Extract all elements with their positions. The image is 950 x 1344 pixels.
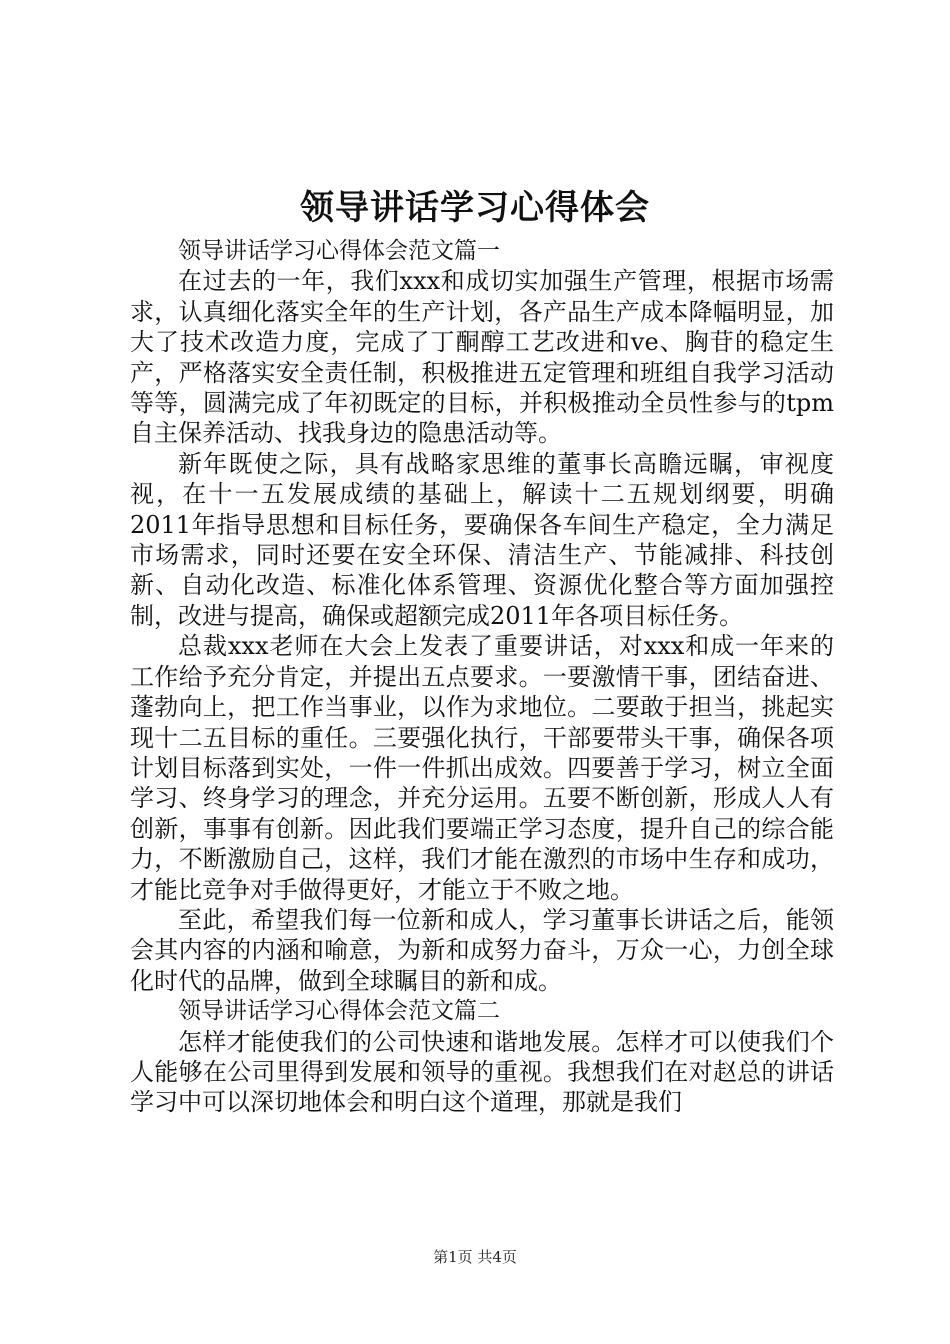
body-paragraph: 新年既使之际，具有战略家思维的董事长高瞻远瞩，审视度视，在十一五发展成绩的基础上，解读十二五规划纲要，明确2011年指导思想和目标任务，要确保各车间生产稳定，全力满足市场需求，同时还要在安全环保、清洁生产、节能减排、科技创新、自动化改造、标准化体系管理、资源优化整合等方面加强控制，改进与提高，确保或超额完成2011年各项目标任务。: [130, 449, 834, 630]
section-heading: 领导讲话学习心得体会范文篇二: [178, 998, 500, 1025]
body-paragraph: 总裁xxx老师在大会上发表了重要讲话，对xxx和成一年来的工作给予充分肯定，并提出五点要求。一要激情干事，团结奋进、蓬勃向上，把工作当事业，以作为求地位。二要敢于担当，挑起实现十二五目标的重任。三要强化执行，干部要带头干事，确保各项计划目标落到实处，一件一件抓出成效。四要善于学习，树立全面学习、终身学习的理念，并充分运用。五要不断创新，形成人人有创新，事事有创新。因此我们要端正学习态度，提升自己的综合能力，不断激励自己，这样，我们才能在激烈的市场中生存和成功，才能比竞争对手做得更好，才能立于不败之地。: [130, 632, 834, 904]
body-paragraph: 至此，希望我们每一位新和成人，学习董事长讲话之后，能领会其内容的内涵和喻意，为新和成努力奋斗，万众一心，力创全球化时代的品牌，做到全球瞩目的新和成。: [130, 905, 834, 995]
document-title: 领导讲话学习心得体会: [300, 188, 650, 228]
document-body: [130, 236, 834, 1118]
body-paragraph: 怎样才能使我们的公司快速和谐地发展。怎样才可以使我们个人能够在公司里得到发展和领导的重视。我想我们在对赵总的讲话学习中可以深切地体会和明白这个道理，那就是我们: [130, 1027, 834, 1117]
section-heading: 领导讲话学习心得体会范文篇一: [178, 238, 500, 264]
body-paragraph: 在过去的一年，我们xxx和成切实加强生产管理，根据市场需求，认真细化落实全年的生产计划，各产品生产成本降幅明显，加大了技术改造力度，完成了丁酮醇工艺改进和ve、胸苷的稳定生产，严格落实安全责任制，积极推进五定管理和班组自我学习活动等等，圆满完成了年初既定的目标，并积极推动全员性参与的tpm自主保养活动、找我身边的隐患活动等。: [130, 267, 834, 448]
page-number-footer: 第1页 共4页: [433, 1248, 517, 1266]
